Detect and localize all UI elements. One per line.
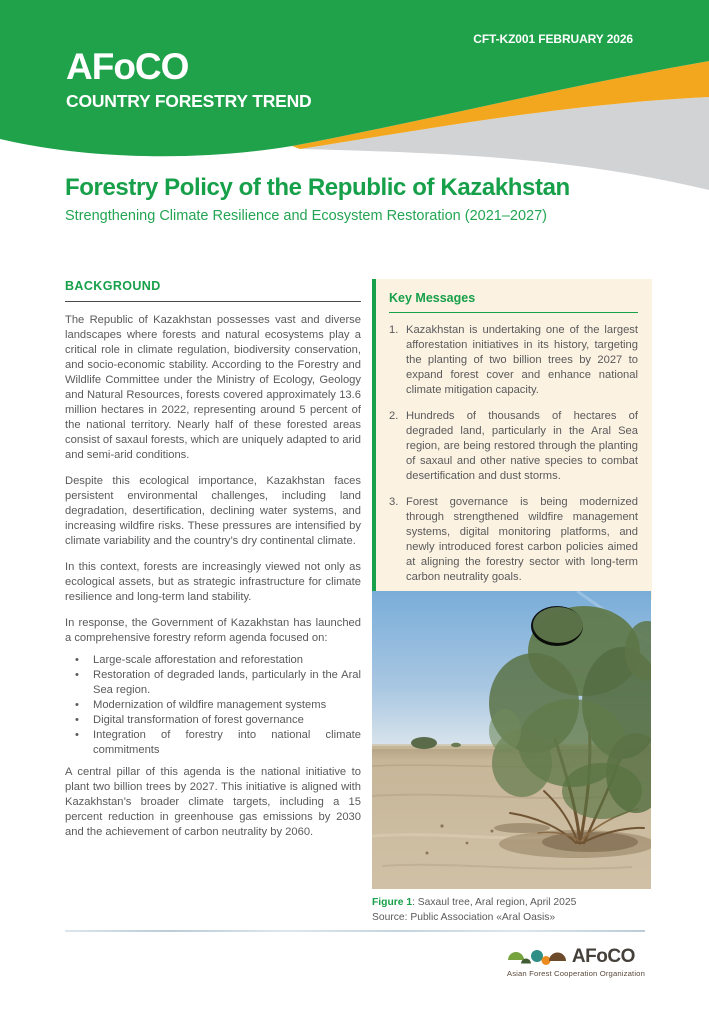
figure-source: Source: Public Association «Aral Oasis» — [372, 911, 556, 923]
saxaul-photo-illustration — [372, 591, 651, 889]
series-title: COUNTRY FORESTRY TREND — [66, 91, 312, 111]
item-number: 2. — [389, 410, 399, 422]
figure-caption — [372, 896, 652, 925]
key-message-item — [389, 409, 638, 484]
paragraph: In this context, forests are increasingly viewed not only as ecological assets, but as strategic infrastructure for climate resilience and long-term land stability. — [65, 561, 361, 603]
item-text: Forest governance is being modernized through strengthened wildfire management systems, digital monitoring platforms, and newly introduced forest carbon policies aimed at aligning the forestry sector with long-term carbon neutrality goals. — [406, 496, 638, 583]
figure-label: Figure 1 — [372, 897, 413, 908]
item-text: Kazakhstan is undertaking one of the largest afforestation initiatives in its history, targeting the planting of two billion trees by 2027 to expand forest cover and enhance national climate mitigation capacity. — [406, 324, 638, 396]
footer-org-acronym: AFoCO — [571, 946, 635, 967]
background-section — [65, 279, 361, 851]
saxaul-tree-photo — [372, 591, 651, 889]
footer-logo-block — [507, 946, 645, 978]
paragraph: In response, the Government of Kazakhstan has launched a comprehensive forestry reform agenda focused on: — [65, 617, 361, 644]
key-message-item — [389, 495, 638, 585]
list-item: • Large-scale afforestation and reforestation — [65, 653, 361, 668]
list-item: • Digital transformation of forest governance — [65, 713, 361, 728]
paragraph: The Republic of Kazakhstan possesses vast and diverse landscapes where forests and natural ecosystems play a critical role in climate regulation, biodiversity conservation, and socio-economic stability. According to the Forestry and Wildlife Committee under the Ministry of Ecology, Geology and Natural Resources, forests covered approximately 13.6 million hectares in 2022, representing around 5 percent of the national territory. Nearly half of these forested areas consist of saxaul forests, which are uniquely adapted to arid and semi-arid conditions. — [65, 314, 362, 461]
footer-logo-row — [507, 946, 645, 966]
afoco-logo-wordmark: AFoCO — [66, 46, 189, 87]
page-title: Forestry Policy of the Republic of Kazakhstan — [65, 174, 570, 201]
figure-caption-text: : Saxaul tree, Aral region, April 2025 — [412, 897, 577, 908]
issue-code: CFT-KZ001 FEBRUARY 2026 — [473, 32, 633, 46]
footer-divider — [65, 930, 645, 932]
reform-agenda-list — [65, 653, 361, 758]
page-subtitle: Strengthening Climate Resilience and Ecosystem Restoration (2021–2027) — [65, 208, 547, 224]
figure-caption-line — [372, 896, 652, 911]
paragraph: Despite this ecological importance, Kazakhstan faces persistent environmental challenges, including land degradation, desertification, declining water systems, and increasing wildfire risks. These pressures are intensified by climate variability and the country’s dry continental climate. — [65, 475, 361, 547]
list-item: • Modernization of wildfire management systems — [65, 698, 361, 713]
list-item: • Integration of forestry into national climate commitments — [65, 728, 361, 758]
key-messages-panel — [372, 279, 652, 600]
key-messages-heading: Key Messages — [389, 291, 638, 313]
footer-org-name: Asian Forest Cooperation Organization — [506, 969, 645, 978]
background-heading: BACKGROUND — [65, 279, 361, 302]
header-logo-block — [66, 48, 311, 112]
list-item: • Restoration of degraded lands, particularly in the Aral Sea region. — [65, 668, 361, 698]
item-text: Hundreds of thousands of hectares of degraded land, particularly in the Aral Sea region, are being restored through the planting of saxaul and other native species to combat desertification and dust storms. — [406, 410, 638, 482]
paragraph: A central pillar of this agenda is the national initiative to plant two billion trees by 2027. This initiative is aligned with Kazakhstan’s broader climate targets, including a 15 percent reduction in greenhouse gas emissions by 2030 and the achievement of carbon neutrality by 2060. — [65, 766, 361, 838]
item-number: 3. — [389, 496, 399, 508]
item-number: 1. — [389, 324, 399, 336]
key-message-item — [389, 323, 638, 398]
afoco-logo-icon — [507, 946, 567, 966]
